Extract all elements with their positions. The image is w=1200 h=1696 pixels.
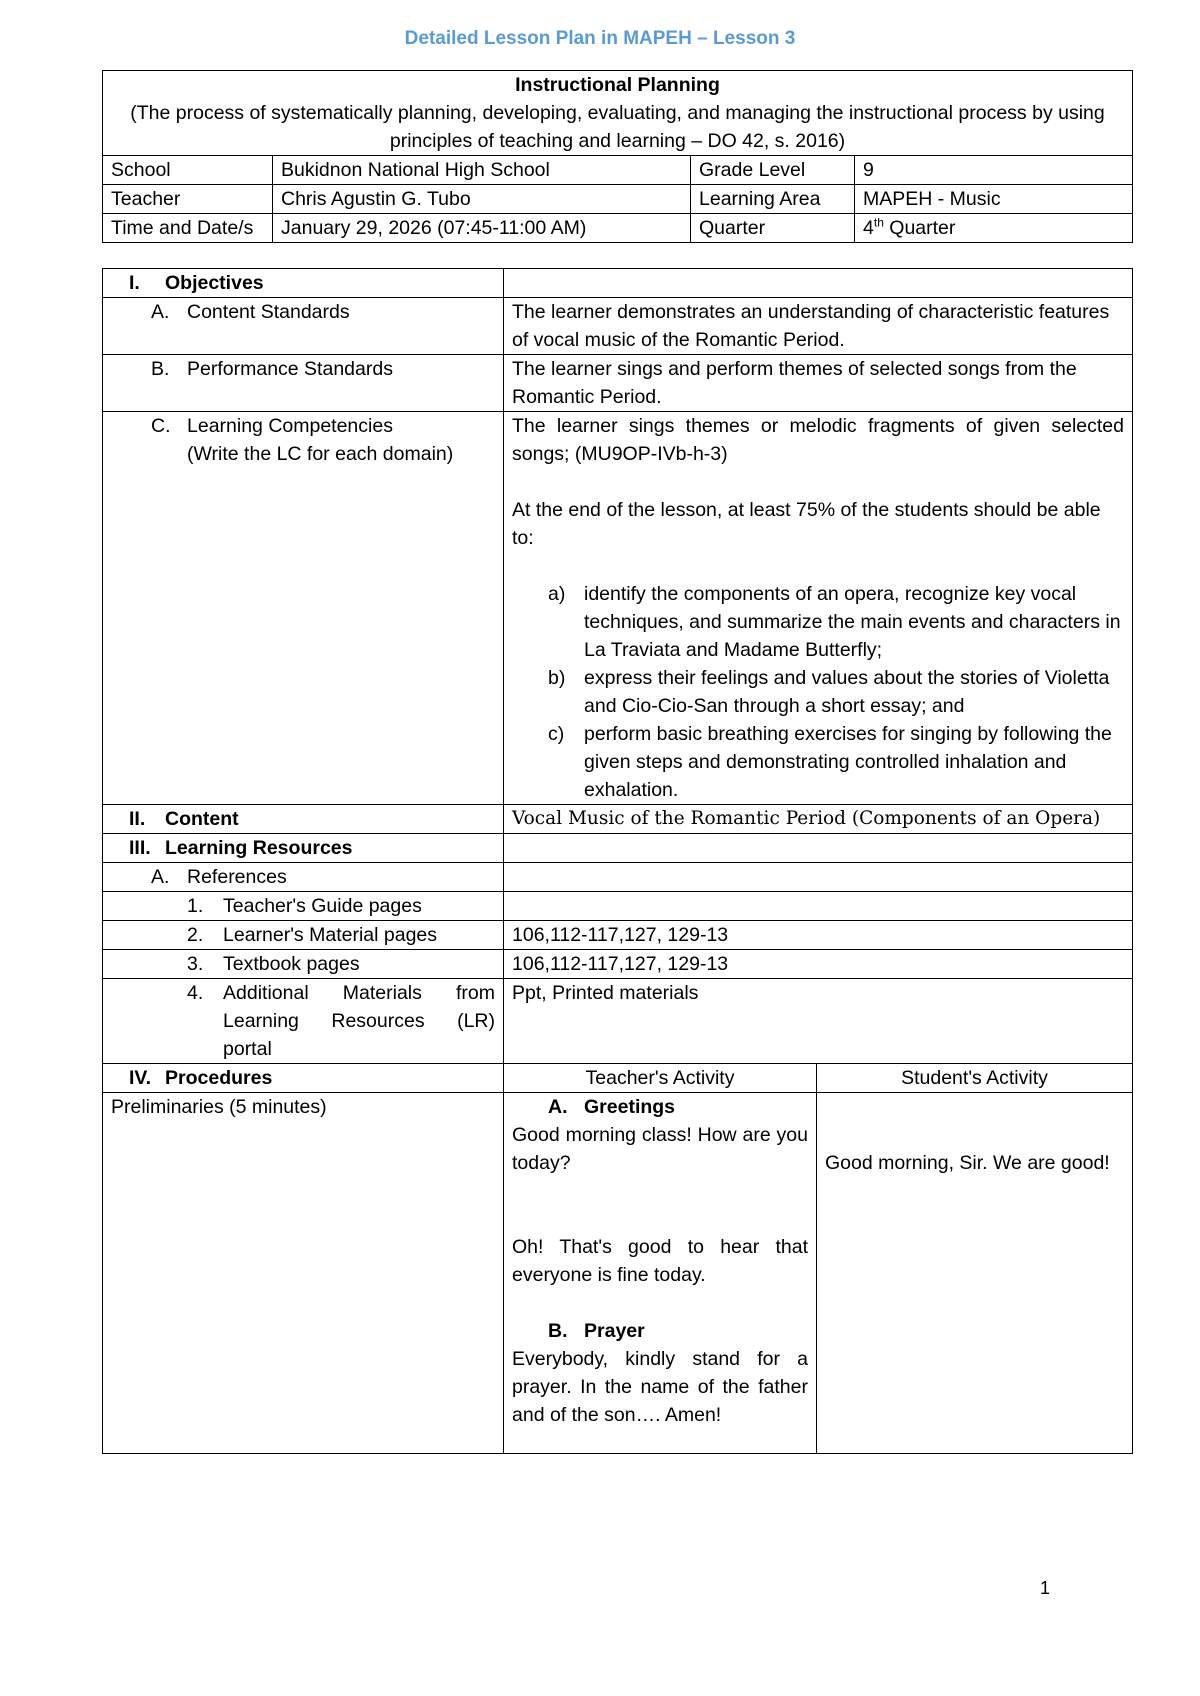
references-row xyxy=(103,863,1133,892)
teacher-value: Chris Agustin G. Tubo xyxy=(273,185,691,214)
learning-area-label: Learning Area xyxy=(691,185,855,214)
objectives-numeral: I. xyxy=(129,272,140,294)
objectives-heading-cell xyxy=(103,269,504,298)
teacher-greeting: Good morning class! How are you today? xyxy=(512,1124,808,1174)
prayer-heading xyxy=(512,1317,808,1345)
lesson-plan-table xyxy=(102,268,1133,1454)
learning-resources-heading-cell xyxy=(103,834,504,863)
list-marker: c) xyxy=(548,723,565,745)
resource-row xyxy=(103,979,1133,1064)
list-text: identify the components of an opera, recognize key vocal techniques, and summarize the main events and characters in La Traviata and Madame Butterfly; xyxy=(584,583,1121,661)
teacher-activity-cell xyxy=(504,1093,817,1454)
resource-row xyxy=(103,892,1133,921)
planning-description: (The process of systematically planning, developing, evaluating, and managing the instructional process by using principles of teaching and learning – DO 42, s. 2016) xyxy=(130,102,1105,152)
quarter-number: 4 xyxy=(863,217,874,239)
learning-competencies-label-cell xyxy=(103,412,504,805)
student-activity-header: Student's Activity xyxy=(817,1064,1133,1093)
time-date-value: January 29, 2026 (07:45-11:00 AM) xyxy=(273,214,691,243)
student-activity-cell xyxy=(817,1093,1133,1454)
teacher-prayer: Everybody, kindly stand for a prayer. In the name of the father and of the son…. Amen! xyxy=(512,1348,808,1426)
planning-row-time xyxy=(103,214,1133,243)
resource-number: 2. xyxy=(187,924,204,946)
objectives-intro: At the end of the lesson, at least 75% of the students should be able to: xyxy=(512,499,1101,549)
planning-row-school xyxy=(103,156,1133,185)
objectives-heading: Objectives xyxy=(165,272,264,294)
prayer-title: Prayer xyxy=(584,1320,645,1342)
school-label: School xyxy=(103,156,273,185)
resource-label-cell xyxy=(103,921,504,950)
content-standards-label-cell xyxy=(103,298,504,355)
resource-label: Teacher's Guide pages xyxy=(223,895,422,917)
content-text: Vocal Music of the Romantic Period (Components of an Opera) xyxy=(504,805,1133,834)
list-item xyxy=(512,664,1124,720)
resource-number: 4. xyxy=(187,982,204,1004)
learning-competencies-letter: C. xyxy=(151,415,171,437)
list-marker: b) xyxy=(548,667,566,689)
student-greeting: Good morning, Sir. We are good! xyxy=(825,1152,1110,1174)
procedures-heading-cell xyxy=(103,1064,504,1093)
list-item xyxy=(512,580,1124,664)
greetings-letter: A. xyxy=(548,1096,568,1118)
learning-competencies-cell xyxy=(504,412,1133,805)
resource-value: 106,112-117,127, 129-13 xyxy=(504,950,1133,979)
references-letter: A. xyxy=(151,866,170,888)
learning-competencies-text: The learner sings themes or melodic fragments of given selected songs; (MU9OP-IVb-h-3) xyxy=(512,415,1124,465)
teacher-label: Teacher xyxy=(103,185,273,214)
references-label: References xyxy=(187,866,287,888)
preliminaries-row xyxy=(103,1093,1133,1454)
resource-label: Textbook pages xyxy=(223,953,360,975)
greetings-heading xyxy=(512,1093,808,1121)
learning-competencies-sublabel: (Write the LC for each domain) xyxy=(187,443,454,465)
performance-standards-text: The learner sings and perform themes of selected songs from the Romantic Period. xyxy=(504,355,1133,412)
preliminaries-label: Preliminaries (5 minutes) xyxy=(103,1093,504,1454)
resource-value: 106,112-117,127, 129-13 xyxy=(504,921,1133,950)
teacher-response: Oh! That's good to hear that everyone is fine today. xyxy=(512,1236,808,1286)
content-standards-label: Content Standards xyxy=(187,301,350,323)
content-heading: Content xyxy=(165,808,239,830)
planning-header-cell xyxy=(103,71,1133,156)
procedures-header-row xyxy=(103,1064,1133,1093)
objectives-row xyxy=(103,269,1133,298)
planning-row-teacher xyxy=(103,185,1133,214)
content-row xyxy=(103,805,1133,834)
content-numeral: II. xyxy=(129,808,146,830)
resource-label-cell xyxy=(103,892,504,921)
list-item xyxy=(512,720,1124,804)
grade-level-label: Grade Level xyxy=(691,156,855,185)
page-number: 1 xyxy=(1040,1578,1051,1598)
performance-standards-label: Performance Standards xyxy=(187,358,393,380)
planning-table xyxy=(102,70,1133,243)
list-text: express their feelings and values about the stories of Violetta and Cio-Cio-San through a short essay; and xyxy=(584,667,1110,717)
resource-row xyxy=(103,950,1133,979)
learning-resources-heading: Learning Resources xyxy=(165,837,353,859)
resource-number: 1. xyxy=(187,895,204,917)
quarter-label: Quarter xyxy=(691,214,855,243)
quarter-word: Quarter xyxy=(883,217,956,239)
quarter-value xyxy=(855,214,1133,243)
resource-label-cell xyxy=(103,979,504,1064)
learning-competencies-row xyxy=(103,412,1133,805)
quarter-suffix: th xyxy=(873,215,884,230)
teacher-activity-header: Teacher's Activity xyxy=(504,1064,817,1093)
list-marker: a) xyxy=(548,583,566,605)
performance-standards-letter: B. xyxy=(151,358,170,380)
resource-label: Learner's Material pages xyxy=(223,924,438,946)
school-value: Bukidnon National High School xyxy=(273,156,691,185)
resource-label-cell xyxy=(103,950,504,979)
performance-standards-row xyxy=(103,355,1133,412)
performance-standards-label-cell xyxy=(103,355,504,412)
resource-value: Ppt, Printed materials xyxy=(504,979,1133,1064)
resource-label: Additional Materials from Learning Resources (LR) portal xyxy=(223,982,495,1060)
learning-resources-numeral: III. xyxy=(129,837,151,859)
content-standards-row xyxy=(103,298,1133,355)
procedures-heading: Procedures xyxy=(165,1067,273,1089)
content-standards-letter: A. xyxy=(151,301,170,323)
planning-heading: Instructional Planning xyxy=(515,74,720,96)
objectives-list xyxy=(512,580,1124,804)
learning-area-value: MAPEH - Music xyxy=(855,185,1133,214)
resource-row xyxy=(103,921,1133,950)
page-title: Detailed Lesson Plan in MAPEH – Lesson 3 xyxy=(404,28,796,49)
resource-number: 3. xyxy=(187,953,204,975)
list-text: perform basic breathing exercises for singing by following the given steps and demonstrating controlled inhalation and exhalation. xyxy=(584,723,1112,801)
procedures-numeral: IV. xyxy=(129,1067,152,1089)
references-label-cell xyxy=(103,863,504,892)
learning-resources-row xyxy=(103,834,1133,863)
time-date-label: Time and Date/s xyxy=(103,214,273,243)
grade-level-value: 9 xyxy=(855,156,1133,185)
greetings-title: Greetings xyxy=(584,1096,676,1118)
learning-competencies-label: Learning Competencies xyxy=(187,415,393,437)
resource-value xyxy=(504,892,1133,921)
prayer-letter: B. xyxy=(548,1320,568,1342)
content-standards-text: The learner demonstrates an understanding of characteristic features of vocal music of the Romantic Period. xyxy=(504,298,1133,355)
content-heading-cell xyxy=(103,805,504,834)
